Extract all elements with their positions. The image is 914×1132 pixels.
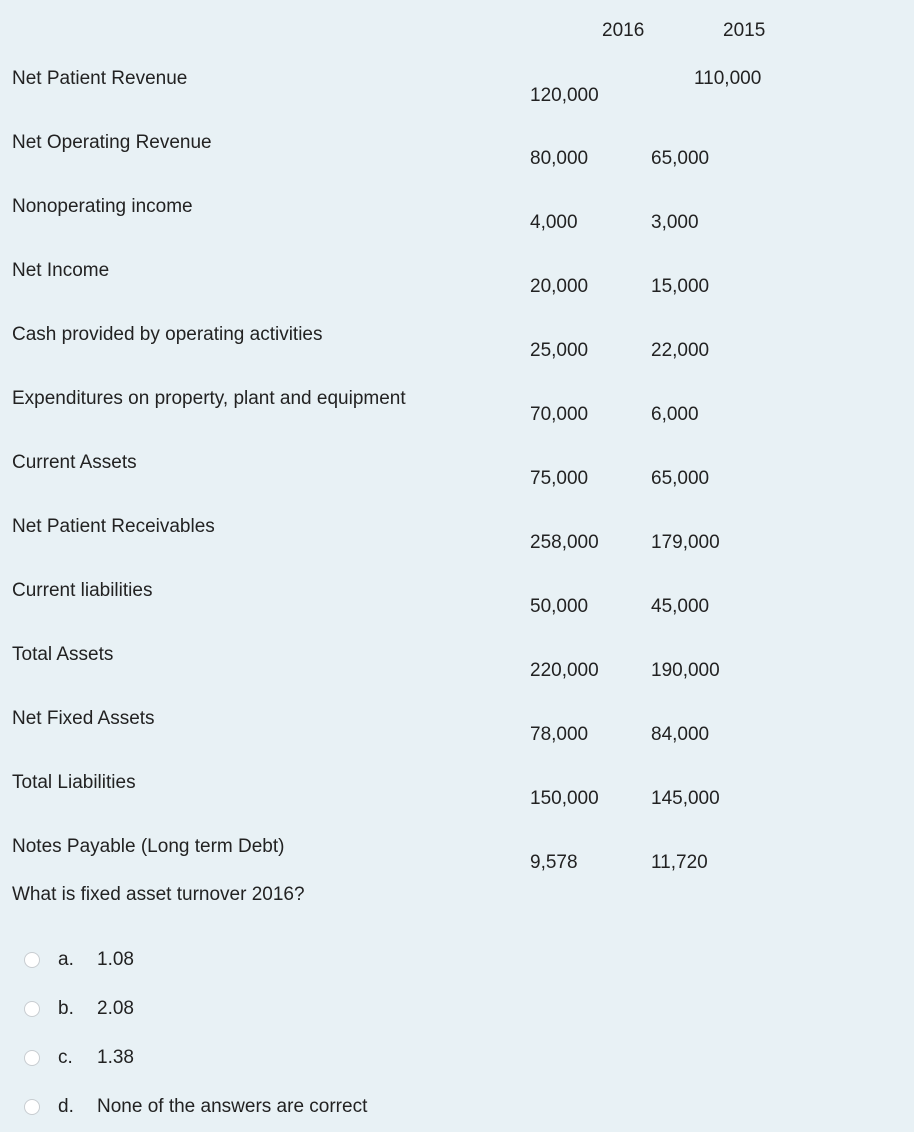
value-2015: 190,000 (651, 660, 720, 681)
value-2016: 120,000 (530, 85, 599, 106)
option-text: 1.08 (97, 949, 134, 970)
row-label: Cash provided by operating activities (12, 324, 323, 345)
year-header-2015: 2015 (723, 20, 766, 41)
option-letter: b. (58, 998, 74, 1019)
question-text: What is fixed asset turnover 2016? (12, 884, 305, 905)
row-label: Net Operating Revenue (12, 132, 212, 153)
option-b[interactable] (24, 997, 134, 1021)
option-text: 2.08 (97, 998, 134, 1019)
radio-button-c[interactable] (24, 1050, 40, 1066)
option-letter: d. (58, 1096, 74, 1117)
option-c[interactable] (24, 1046, 134, 1070)
year-header-2016: 2016 (602, 20, 645, 41)
value-2015: 6,000 (651, 404, 699, 425)
radio-button-b[interactable] (24, 1001, 40, 1017)
row-label: Net Patient Revenue (12, 68, 188, 89)
value-2015: 145,000 (651, 788, 720, 809)
value-2016: 4,000 (530, 212, 578, 233)
value-2016: 25,000 (530, 340, 589, 361)
value-2015: 179,000 (651, 532, 720, 553)
row-label: Net Patient Receivables (12, 516, 215, 537)
value-2015: 84,000 (651, 724, 710, 745)
row-label: Nonoperating income (12, 196, 193, 217)
row-label: Net Income (12, 260, 110, 281)
row-label: Expenditures on property, plant and equipment (12, 388, 406, 409)
value-2016: 20,000 (530, 276, 589, 297)
value-2016: 75,000 (530, 468, 589, 489)
value-2015: 15,000 (651, 276, 710, 297)
value-2015: 3,000 (651, 212, 699, 233)
value-2016: 258,000 (530, 532, 599, 553)
row-label: Current liabilities (12, 580, 153, 601)
option-text: 1.38 (97, 1047, 134, 1068)
value-2016: 50,000 (530, 596, 589, 617)
value-2016: 150,000 (530, 788, 599, 809)
value-2015: 22,000 (651, 340, 710, 361)
radio-button-d[interactable] (24, 1099, 40, 1115)
row-label: Notes Payable (Long term Debt) (12, 836, 285, 857)
option-letter: c. (58, 1047, 73, 1068)
value-2016: 9,578 (530, 852, 578, 873)
value-2016: 220,000 (530, 660, 599, 681)
value-2015: 65,000 (651, 468, 710, 489)
row-label: Current Assets (12, 452, 137, 473)
value-2016: 80,000 (530, 148, 589, 169)
row-label: Total Liabilities (12, 772, 136, 793)
value-2015: 45,000 (651, 596, 710, 617)
value-2016: 78,000 (530, 724, 589, 745)
row-label: Net Fixed Assets (12, 708, 155, 729)
option-d[interactable] (24, 1095, 368, 1119)
value-2015: 65,000 (651, 148, 710, 169)
option-letter: a. (58, 949, 74, 970)
option-a[interactable] (24, 948, 134, 972)
option-text: None of the answers are correct (97, 1096, 368, 1117)
value-2015: 110,000 (694, 68, 762, 89)
value-2015: 11,720 (651, 852, 708, 873)
row-label: Total Assets (12, 644, 114, 665)
radio-button-a[interactable] (24, 952, 40, 968)
value-2016: 70,000 (530, 404, 589, 425)
